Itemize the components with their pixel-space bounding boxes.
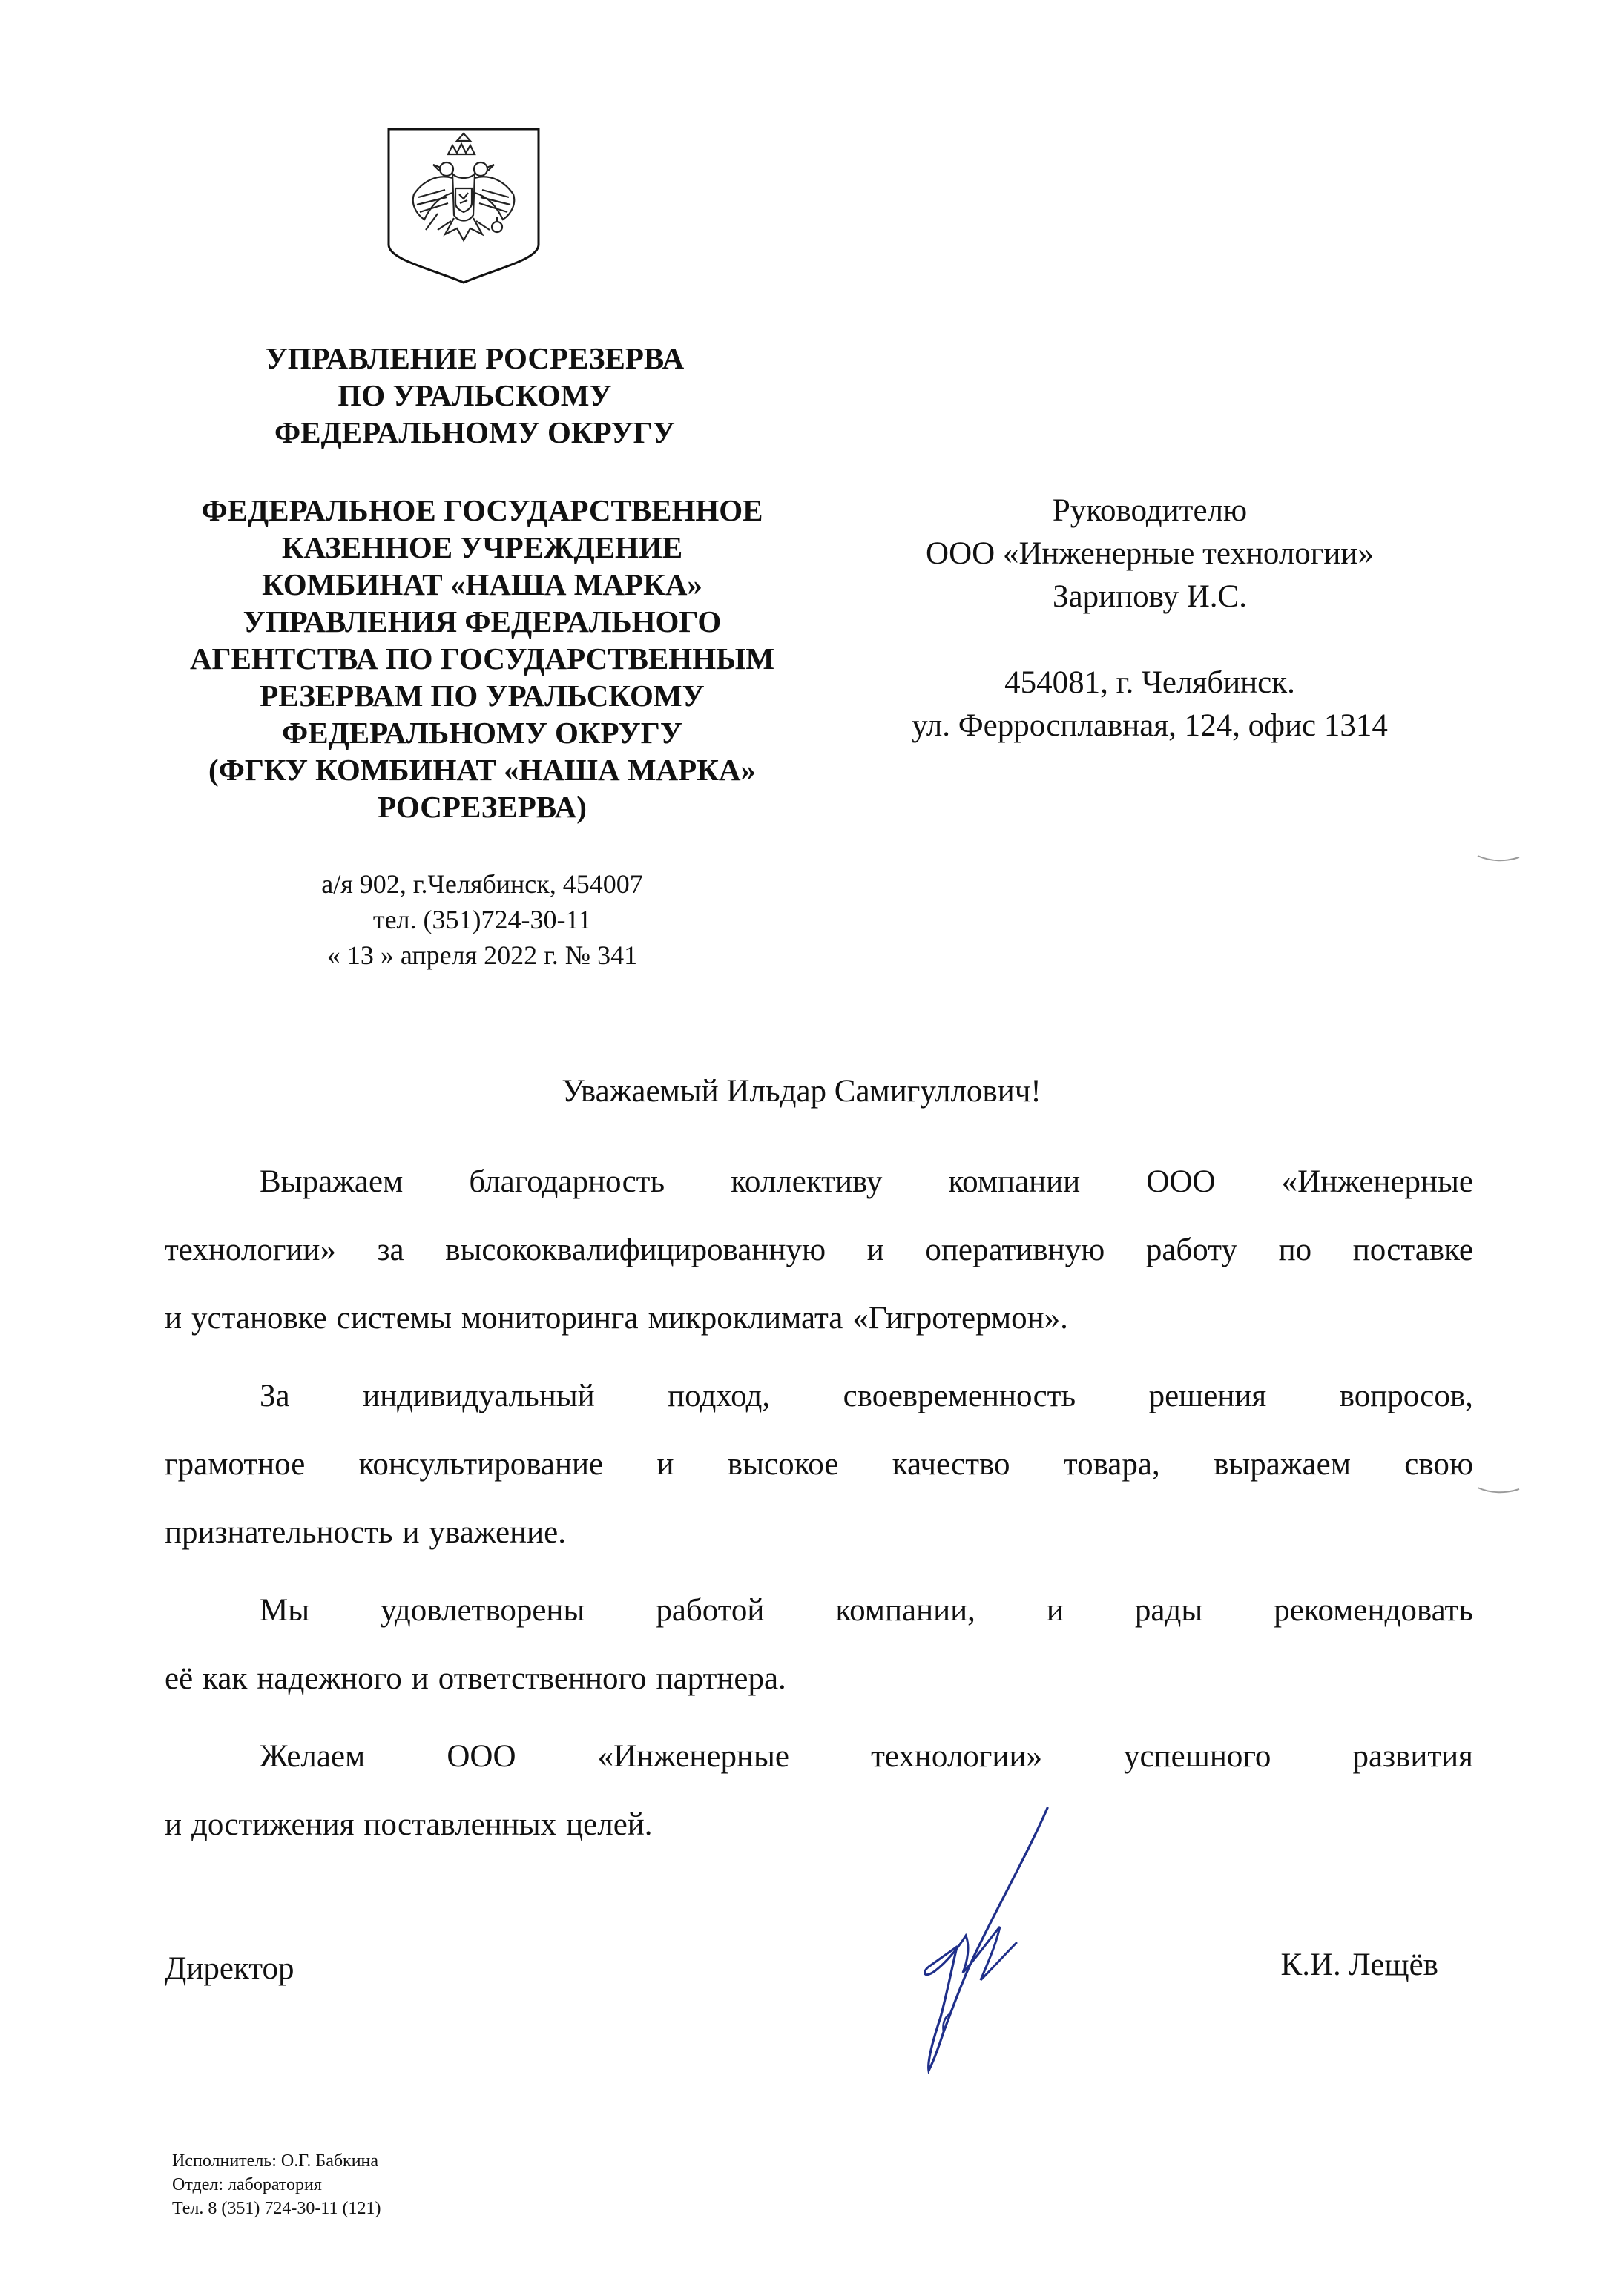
word: индивидуальный [363, 1379, 595, 1413]
letter-body [165, 1148, 1473, 1869]
letter-date-number: « 13 » апреля 2022 г. № 341 [326, 940, 638, 970]
word: решения [1148, 1379, 1267, 1413]
word: оперативную [925, 1233, 1105, 1267]
organization-line: АГЕНТСТВА ПО ГОСУДАРСТВЕННЫМ [189, 641, 775, 676]
word: Выражаем [260, 1164, 404, 1199]
word: ответственного [438, 1661, 647, 1696]
scan-mark [1476, 851, 1521, 866]
word: товара, [1063, 1447, 1160, 1482]
word: её [165, 1661, 194, 1696]
organization-line: КОМБИНАТ «НАША МАРКА» [262, 567, 702, 601]
word: уважение. [429, 1515, 566, 1550]
letter-paragraph [165, 1362, 1473, 1567]
word: достижения [191, 1807, 355, 1842]
word: и [411, 1661, 429, 1696]
paragraph-line [165, 1499, 1473, 1567]
paragraph-line [165, 1431, 1473, 1499]
word: как [203, 1661, 248, 1696]
coat-of-arms-icon [386, 126, 542, 286]
word: выражаем [1214, 1447, 1351, 1482]
word: подход, [668, 1379, 771, 1413]
word: «Гигротермон». [852, 1301, 1068, 1336]
word: ООО [447, 1739, 516, 1774]
word: вопросов, [1339, 1379, 1473, 1413]
word: грамотное [165, 1447, 306, 1482]
word: работой [656, 1593, 765, 1628]
scan-mark [1476, 1483, 1521, 1498]
letter-paragraph [165, 1577, 1473, 1713]
word: технологии» [165, 1233, 336, 1267]
word: ООО [1146, 1164, 1216, 1199]
word: компании, [835, 1593, 975, 1628]
word: благодарность [469, 1164, 665, 1199]
paragraph-line [165, 1791, 1473, 1859]
word: мониторинга [461, 1301, 639, 1336]
word: и [402, 1515, 420, 1550]
organization-line: РЕЗЕРВАМ ПО УРАЛЬСКОМУ [260, 679, 705, 713]
word: рады [1134, 1593, 1203, 1628]
sender-address: а/я 902, г.Челябинск, 454007 [321, 869, 643, 899]
handwritten-signature [875, 1795, 1083, 2091]
word: технологии» [871, 1739, 1042, 1774]
signatory-name: К.И. Лещёв [1280, 1947, 1438, 1982]
performer-executor: Исполнитель: О.Г. Бабкина [172, 2151, 379, 2171]
paragraph-line [165, 1148, 1473, 1216]
recipient-city: 454081, г. Челябинск. [1004, 665, 1295, 700]
sender-phone: тел. (351)724-30-11 [372, 905, 592, 934]
word: развития [1352, 1739, 1473, 1774]
salutation: Уважаемый Ильдар Самигуллович! [562, 1074, 1041, 1109]
recipient-company: ООО «Инженерные технологии» [926, 536, 1374, 571]
word: по [1278, 1233, 1312, 1267]
word: за [377, 1233, 404, 1267]
performer-info [172, 2149, 381, 2220]
paragraph-line [165, 1723, 1473, 1791]
word: свою [1404, 1447, 1473, 1482]
organization-line: ФЕДЕРАЛЬНОМУ ОКРУГУ [282, 716, 682, 750]
organization-line: (ФГКУ КОМБИНАТ «НАША МАРКА» [208, 753, 757, 787]
word: поставленных [363, 1807, 557, 1842]
letter-paragraph [165, 1148, 1473, 1353]
organization-line: УПРАВЛЕНИЯ ФЕДЕРАЛЬНОГО [243, 604, 722, 639]
word: успешного [1124, 1739, 1271, 1774]
recipient-position: Руководителю [1052, 493, 1248, 528]
word: системы [336, 1301, 452, 1336]
paragraph-line [165, 1362, 1473, 1431]
word: и [165, 1807, 182, 1842]
paragraph-line [165, 1577, 1473, 1645]
word: работу [1145, 1233, 1237, 1267]
word: коллективу [731, 1164, 883, 1199]
word: рекомендовать [1274, 1593, 1473, 1628]
organization-line: РОСРЕЗЕРВА) [378, 790, 587, 824]
word: микроклимата [648, 1301, 843, 1336]
word: консультирование [358, 1447, 604, 1482]
word: Желаем [260, 1739, 366, 1774]
organization-line: КАЗЕННОЕ УЧРЕЖДЕНИЕ [281, 530, 683, 564]
word: своевременность [843, 1379, 1076, 1413]
word: Мы [260, 1593, 310, 1628]
word: компании [948, 1164, 1081, 1199]
word: и [1046, 1593, 1064, 1628]
word: надежного [257, 1661, 402, 1696]
performer-phone: Тел. 8 (351) 724-30-11 (121) [172, 2199, 381, 2218]
paragraph-line [165, 1216, 1473, 1284]
word: поставке [1352, 1233, 1473, 1267]
paragraph-line [165, 1645, 1473, 1713]
paragraph-line [165, 1284, 1473, 1353]
word: и [656, 1447, 674, 1482]
agency-line: УПРАВЛЕНИЕ РОСРЕЗЕРВА [265, 341, 685, 375]
word: и [165, 1301, 182, 1336]
performer-department: Отдел: лаборатория [172, 2175, 322, 2194]
organization-name [148, 492, 816, 825]
organization-line: ФЕДЕРАЛЬНОЕ ГОСУДАРСТВЕННОЕ [201, 493, 763, 527]
agency-name [178, 340, 771, 451]
word: целей. [566, 1807, 653, 1842]
sender-details [163, 866, 801, 973]
word: и [866, 1233, 884, 1267]
signatory-title: Директор [165, 1951, 294, 1986]
letter-paragraph [165, 1723, 1473, 1859]
word: партнера. [656, 1661, 786, 1696]
word: «Инженерные [1281, 1164, 1473, 1199]
word: высокое [727, 1447, 839, 1482]
recipient-block [831, 489, 1469, 748]
word: За [260, 1379, 290, 1413]
word: качество [892, 1447, 1010, 1482]
word: «Инженерные [597, 1739, 789, 1774]
agency-line: ФЕДЕРАЛЬНОМУ ОКРУГУ [274, 415, 675, 449]
recipient-street: ул. Ферросплавная, 124, офис 1314 [912, 708, 1388, 743]
word: признательность [165, 1515, 393, 1550]
agency-line: ПО УРАЛЬСКОМУ [338, 378, 612, 412]
word: высококвалифицированную [445, 1233, 826, 1267]
word: установке [191, 1301, 327, 1336]
word: удовлетворены [381, 1593, 585, 1628]
recipient-name: Зарипову И.С. [1053, 579, 1247, 614]
